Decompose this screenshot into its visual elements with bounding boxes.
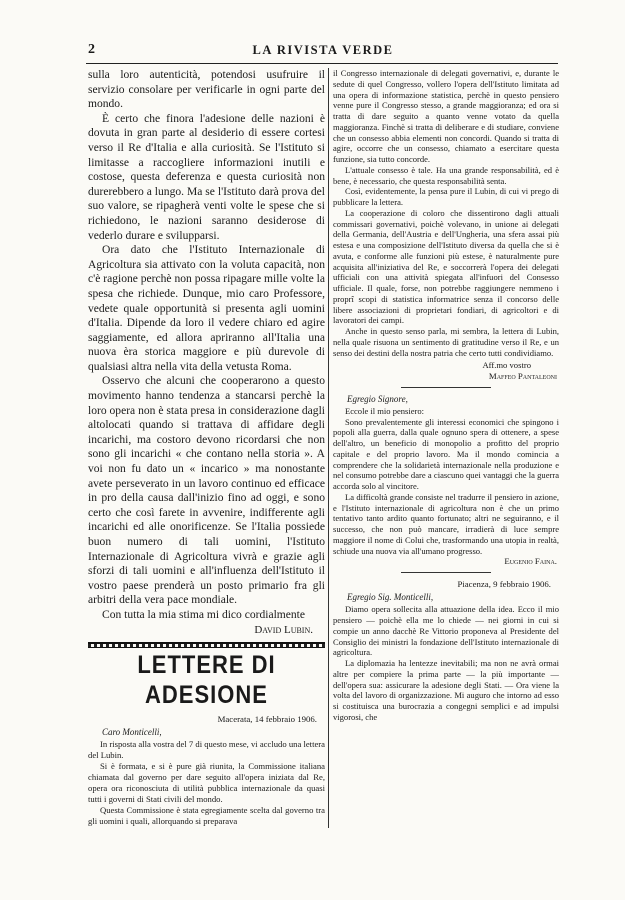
faina-letter-body xyxy=(333,406,559,557)
paragraph: Si è formata, e si è pure già riunita, la Commissione italiana chiamata dal governo per dare seguito all'opera iniziata dal Re, opera ora riconosciuta di utilità pubblica internazionale da quasi tutti i governi di Stati civili del mondo. xyxy=(88,760,325,805)
paragraph: sulla loro autenticità, potendosi usufruire il servizio consolare per verificarle in ogni parte del mondo. xyxy=(88,69,325,111)
letter-salutation: Egregio Sig. Monticelli, xyxy=(347,592,434,603)
paragraph: Con tutta la mia stima mi dico cordialmente xyxy=(102,608,305,621)
paragraph: Questa Commissione è stata egregiamente scelta dal governo tra gli uomini i quali, allorquando si preparava xyxy=(88,805,325,827)
paragraph: In risposta alla vostra del 7 di questo mese, vi accludo una lettera del Lubin. xyxy=(88,738,325,760)
paragraph: È certo che finora l'adesione delle nazioni è dovuta in gran parte al desiderio di essere cortesi verso il Re d'Italia e alla curiosità. Se l'Istituto si limitasse a raccogliere informazioni inutili e costose, questa deferenza e questa curiosità non durerebbero a lungo. Ma se l'Istituto darà prova del suo valore, se ripagherà venti volte le spese che si richiedono, le nazioni saranno desiderose di vederlo durare e svilupparsi. xyxy=(88,112,325,242)
paragraph: Così, evidentemente, la pensa pure il Lubin, di cui vi prego di pubblicare la lettera. xyxy=(333,186,559,207)
faina-signature: Eugenio Faina. xyxy=(504,556,557,567)
paragraph: Ora dato che l'Istituto Internazionale di Agricoltura sia attivato con la voluta capacità, non c'è ragione perchè non possa ripagare mille volte la spesa che richiede. Dunque, mio caro Professore, vedete quale opportunità si presenta agli uomini d'Italia. Dipende da loro il vedere chiaro ed agire saggiamente, ed allora apriranno all'Italia una nuova èra storica maggiore e più durevole di qualsiasi altra nella vita della vetusta Roma. xyxy=(88,244,325,373)
paragraph: La difficoltà grande consiste nel tradurre il pensiero in azione, e l'Istituto internazionale di agricoltura non è che un primo tentativo tanto ardito quanto fortunato; altri ne seguiranno, e il successo, che non può mancare, irradierà di luce sempre maggiore il nome di Colui che, trasformando una utopia in realtà, schiude una nuova via all'umano progresso. xyxy=(333,491,559,556)
letter-separator xyxy=(401,572,491,573)
letter-date: Piacenza, 9 febbraio 1906. xyxy=(457,579,551,590)
paragraph: La diplomazia ha lentezze inevitabili; ma non ne avrà ormai altre per compiere la prima parte — la più importante — dell'opera sua: assicurare la adesione degli Stati. — Ora viene la volta del lavoro di organizzazione. Mi auguro che intorno ad esso si costituisca una burocrazia a congegni semplici e ad impulsi vigorosi, che xyxy=(333,658,559,722)
closing-formula: Aff.mo vostro xyxy=(482,360,531,371)
paragraph: Eccole il mio pensiero: xyxy=(345,405,425,416)
pantaleoni-signature: Maffeo Pantaleoni xyxy=(488,370,557,381)
left-column xyxy=(88,68,325,828)
paragraph: Anche in questo senso parla, mi sembra, la lettera di Lubin, nella quale risuona un sentimento di gratitudine verso il Re, e un senso dei destini della nostra patria che certo tutti condividiamo. xyxy=(333,326,559,358)
running-title: LA RIVISTA VERDE xyxy=(252,43,394,57)
letter-date: Macerata, 14 febbraio 1906. xyxy=(217,713,317,724)
ornamental-rule xyxy=(88,642,325,648)
header-rule xyxy=(86,63,558,64)
column-separator xyxy=(328,68,329,828)
paragraph: Sono prevalentemente gli interessi economici che spingono i popoli alla guerra, dalla quale ognuno spera di ottenere, a spese dell'altro, un beneficio di monopolio a profitto del proprio capitale e del proprio lavoro. Ma il mondo comincia a comprendere che la solidarietà internazionale nella produzione e nel consumo potrebbe dare a ciascuno quei vantaggi che la guerra accorda solo al vincitore. xyxy=(333,416,559,491)
pantaleoni-letter-body xyxy=(333,68,559,358)
section-title: LETTERE DI ADESIONE xyxy=(137,649,276,709)
lubin-letter-body xyxy=(88,68,325,623)
paragraph: La cooperazione di coloro che dissentirono dagli attuali commissari governativi, poichè volevano, in unione ai delegati della Germania, dell'Austria e dell'Ungheria, una sfera assai più estesa e una composizione dell'Istituto diversa da quella che si è avuta, e conforme alle funzioni più estese, è naturalmente pure acquisita all'iniziativa del Re, e soccorrerà l'opera dei delegati ufficiali con una attività spiegata all'infuori del Consesso ufficiale. Il quale, forse, non potrebbe raggiungere nemmeno i proprî scopi di statistica informatrice senza il concorso delle libere associazioni di proprietari fondiari, di agricoltori e di lavoratori dei campi. xyxy=(333,207,559,326)
letter-salutation: Egregio Signore, xyxy=(347,393,408,404)
right-column xyxy=(333,68,559,828)
paragraph: il Congresso internazionale di delegati governativi, e, durante le sedute di quel Congresso, vollero l'opera dell'Istituto limitata ad una opera di informazione statistica, perchè in questo pensiero venne pure il Congresso stesso, a grande maggioranza; ed ora si tratta di dare seguito a quanto venne votato da quella maggioranza. Finchè si tratta di deliberare e di studiare, conviene che un consesso abbia elementi non concordi. Quando si tratta di agire, occorre che un consesso, chiamato a esercitare questa funzione, sia tutto concorde. xyxy=(333,68,559,164)
letter-salutation: Caro Monticelli, xyxy=(102,726,162,737)
paragraph: Diamo opera sollecita alla attuazione della idea. Ecco il mio pensiero — poichè ella me lo chiede — nei giorni in cui si compie un anno dacchè Re Vittorio proponeva al Presidente del Consiglio dei ministri la fondazione dell'Istituto internazionale di agricoltura. xyxy=(333,604,559,658)
piacenza-letter-body xyxy=(333,604,559,722)
lubin-signature: David Lubin. xyxy=(254,623,313,636)
page-number: 2 xyxy=(88,42,95,57)
letter-separator xyxy=(401,387,491,388)
paragraph: Osservo che alcuni che cooperarono a questo movimento hanno tendenza a stancarsi perchè la loro opera non è stata presa in considerazione dagli altolocati quando si trattava di affidare degli incarichi, ma costoro devono ricordarsi che non sono gli incarichi « che contano nella storia ». A voi non fu dato un « incarico » ma nonostante avete perseverato in un lavoro continuo ed efficace in pro della causa dall'inizio fino ad oggi, e sono certo che così farete in avvenire, indifferente agli incarichi ed alle onorificenze. Se l'Italia possiede buon numero di tali uomini, l'Istituto Internazionale di Agricoltura vivrà e grazie agli sforzi di tali uomini e all'influenza dell'Istituto il vostro paese prenderà un posto primario fra gli arbitri della vera pace mondiale. xyxy=(88,375,325,607)
page-header xyxy=(88,42,558,60)
paragraph: L'attuale consesso è tale. Ha una grande responsabilità, ed è bene, è necessario, che questa responsabilità senta. xyxy=(333,164,559,186)
monticelli-letter-body xyxy=(88,739,325,828)
